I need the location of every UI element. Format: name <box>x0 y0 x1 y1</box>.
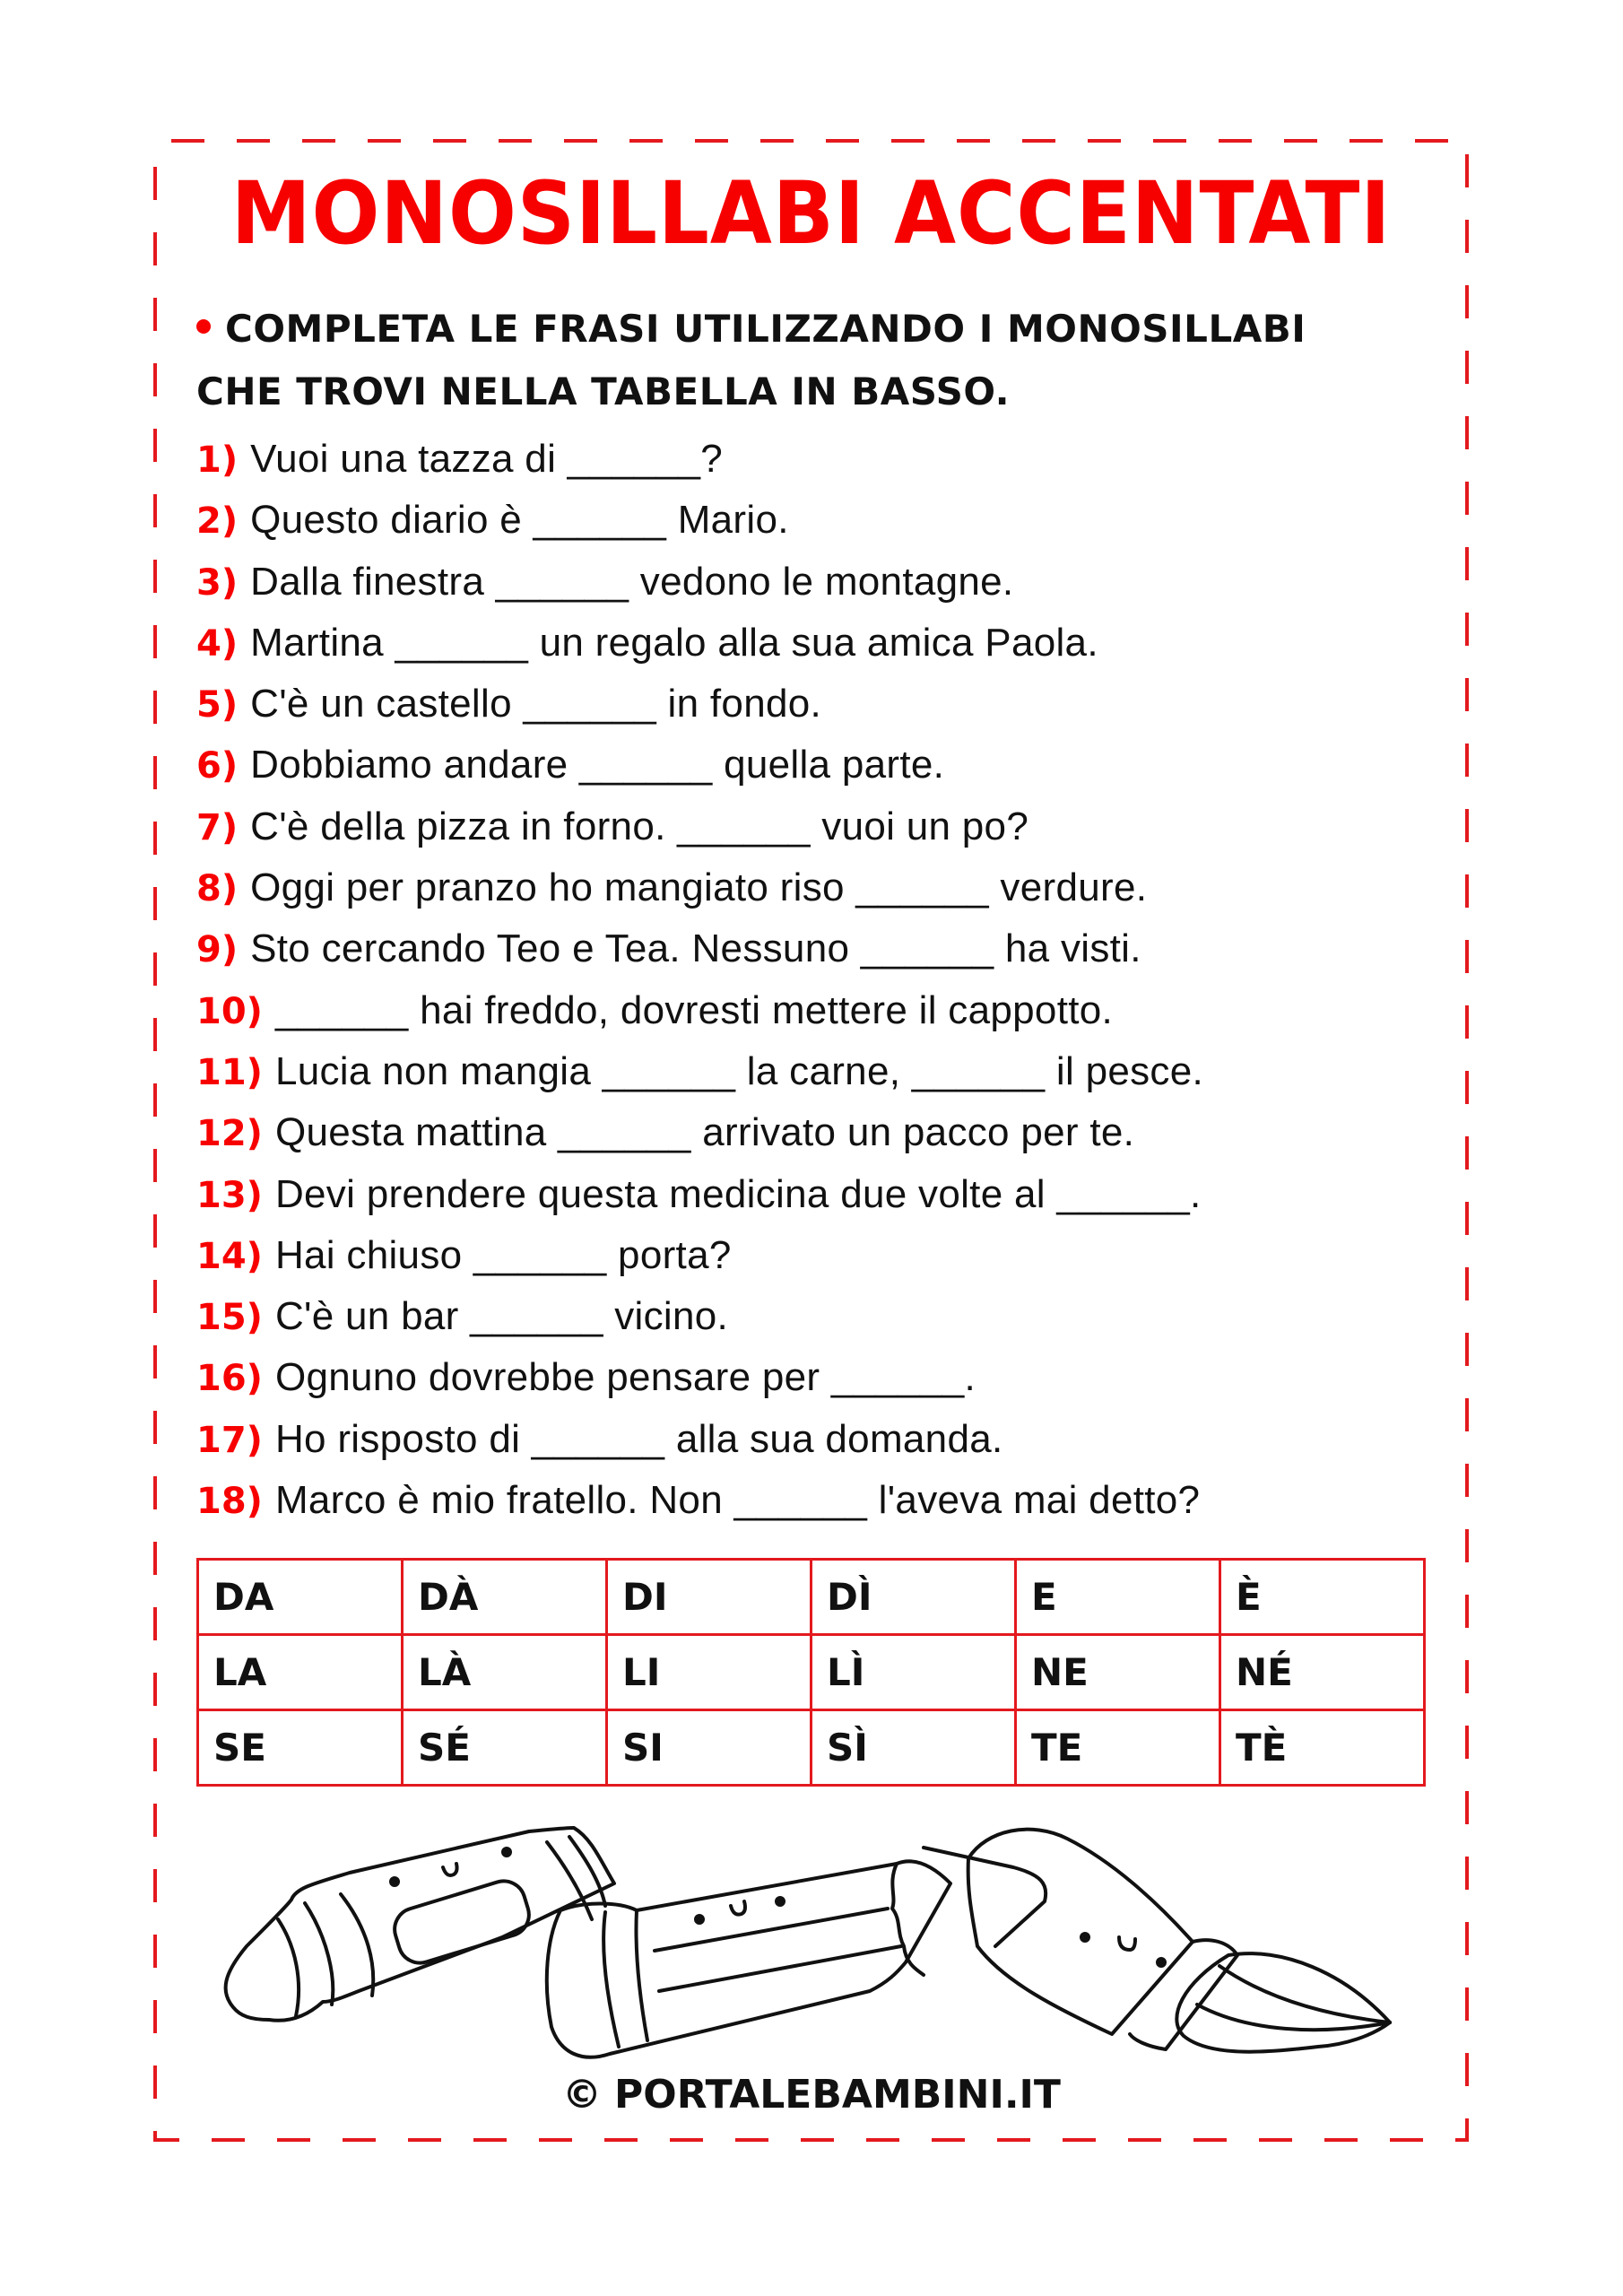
item-sentence: Lucia non mangia ______ la carne, ______ il pesce. <box>274 1048 1204 1093</box>
word-cell: LÀ <box>403 1635 607 1710</box>
item-sentence: C'è un bar ______ vicino. <box>274 1294 729 1339</box>
word-cell: DÀ <box>403 1560 607 1635</box>
word-cell: DA <box>198 1560 403 1635</box>
item-number: 4) <box>196 622 239 665</box>
word-cell: DÌ <box>812 1560 1016 1635</box>
item-sentence: ______ hai freddo, dovresti mettere il cappotto. <box>274 987 1114 1032</box>
item-sentence: C'è un castello ______ in fondo. <box>250 682 822 726</box>
item-sentence: Dobbiamo andare ______ quella parte. <box>250 743 945 787</box>
item-sentence: C'è della pizza in forno. ______ vuoi un po? <box>250 804 1029 848</box>
item-sentence: Hai chiuso ______ porta? <box>274 1232 732 1277</box>
instruction-line-1 <box>196 298 1452 361</box>
word-cell: LA <box>198 1635 403 1710</box>
page-title <box>0 160 1623 267</box>
word-cell: NÉ <box>1220 1635 1425 1710</box>
instructions <box>196 298 1452 423</box>
word-cell: E <box>1016 1560 1220 1635</box>
item-number: 14) <box>196 1235 263 1277</box>
item-sentence: Dalla finestra ______ vedono le montagne. <box>250 559 1014 604</box>
word-cell: È <box>1220 1560 1425 1635</box>
item-number: 13) <box>196 1174 263 1216</box>
word-cell: DI <box>607 1560 812 1635</box>
item-sentence: Martina ______ un regalo alla sua amica Paola. <box>250 620 1098 665</box>
item-number: 2) <box>196 500 239 543</box>
word-cell: SÉ <box>403 1710 607 1786</box>
word-cell: NE <box>1016 1635 1220 1710</box>
item-number: 10) <box>196 990 263 1032</box>
exercise-item <box>196 857 1452 918</box>
exercise-item <box>196 429 1452 490</box>
exercise-item <box>196 1041 1452 1102</box>
copyright-icon: © <box>562 2072 603 2118</box>
item-number: 18) <box>196 1481 263 1523</box>
exercise-item <box>196 1286 1452 1347</box>
exercise-list <box>196 429 1452 1531</box>
paintbrush-icon <box>924 1830 1390 2052</box>
exercise-item <box>196 980 1452 1041</box>
item-number: 5) <box>196 684 239 726</box>
word-cell: TÈ <box>1220 1710 1425 1786</box>
exercise-item <box>196 490 1452 551</box>
word-cell: SÌ <box>812 1710 1016 1786</box>
item-number: 1) <box>196 439 239 481</box>
item-number: 8) <box>196 868 239 910</box>
item-number: 16) <box>196 1358 263 1400</box>
word-table-row <box>198 1560 1425 1635</box>
exercise-item <box>196 674 1452 735</box>
word-table-row <box>198 1710 1425 1786</box>
exercise-item <box>196 1409 1452 1470</box>
word-cell: SE <box>198 1710 403 1786</box>
exercise-item <box>196 552 1452 613</box>
item-sentence: Sto cercando Teo e Tea. Nessuno ______ ha visti. <box>250 926 1141 971</box>
item-number: 11) <box>196 1051 263 1093</box>
instruction-text-1: COMPLETA LE FRASI UTILIZZANDO I MONOSILLABI <box>225 307 1306 351</box>
instruction-line-2: CHE TROVI NELLA TABELLA IN BASSO. <box>196 370 1011 413</box>
item-number: 6) <box>196 745 239 787</box>
bullet-dot-icon <box>196 319 211 334</box>
word-table-row <box>198 1635 1425 1710</box>
item-sentence: Ho risposto di ______ alla sua domanda. <box>274 1416 1003 1461</box>
item-number: 7) <box>196 806 239 848</box>
item-sentence: Oggi per pranzo ho mangiato riso ______ verdure. <box>250 865 1148 910</box>
illustration-crayon-pencil-brush <box>206 1812 1444 2081</box>
exercise-item <box>196 1470 1452 1531</box>
word-cell: TE <box>1016 1710 1220 1786</box>
word-cell: SI <box>607 1710 812 1786</box>
pencil-icon <box>547 1861 950 2057</box>
title-text: MONOSILLABI ACCENTATI <box>231 163 1392 264</box>
exercise-item <box>196 613 1452 674</box>
word-cell: LI <box>607 1635 812 1710</box>
item-number: 17) <box>196 1419 263 1461</box>
word-table <box>196 1558 1426 1787</box>
item-sentence: Questo diario è ______ Mario. <box>250 498 789 543</box>
footer-credit <box>0 2066 1623 2124</box>
item-number: 9) <box>196 929 239 971</box>
exercise-item <box>196 1225 1452 1286</box>
exercise-item <box>196 1164 1452 1225</box>
exercise-item <box>196 918 1452 979</box>
item-number: 15) <box>196 1297 263 1339</box>
exercise-item <box>196 735 1452 796</box>
item-sentence: Vuoi una tazza di ______? <box>250 437 724 481</box>
item-number: 12) <box>196 1113 263 1155</box>
footer-site: PORTALEBAMBINI.IT <box>614 2072 1061 2118</box>
item-sentence: Ognuno dovrebbe pensare per ______. <box>274 1355 976 1400</box>
item-sentence: Questa mattina ______ arrivato un pacco per te. <box>274 1110 1135 1155</box>
word-cell: LÌ <box>812 1635 1016 1710</box>
exercise-item <box>196 1347 1452 1408</box>
exercise-item <box>196 1102 1452 1163</box>
exercise-item <box>196 796 1452 857</box>
item-number: 3) <box>196 561 239 604</box>
item-sentence: Marco è mio fratello. Non ______ l'aveva mai detto? <box>274 1478 1201 1523</box>
item-sentence: Devi prendere questa medicina due volte al ______. <box>274 1171 1202 1216</box>
